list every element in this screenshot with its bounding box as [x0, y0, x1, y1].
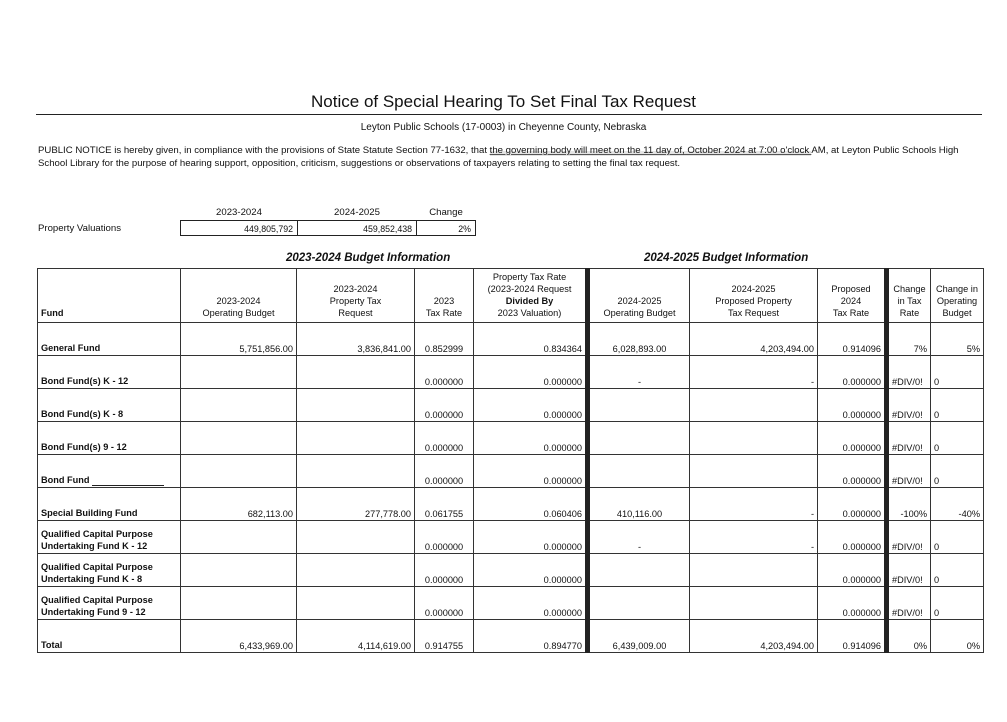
- tax-rate-2023-cell: 0.000000: [415, 422, 474, 455]
- operating-budget-2023-cell: [181, 422, 297, 455]
- table-row: [38, 488, 984, 521]
- change-operating-budget-cell: 0: [931, 554, 984, 587]
- proposed-tax-rate-cell: 0.000000: [818, 488, 887, 521]
- notice-part-2: AM, at Leyton Public Schools High School Library for the purpose of hearing support, opposition, criticism, suggestions or observations of taxpayers relating to setting the final tax request.: [38, 145, 959, 169]
- header-operating-budget-2023: 2023-2024 Operating Budget: [181, 269, 297, 323]
- proposed-tax-request-2024-cell: [690, 587, 818, 620]
- change-tax-rate-cell: 0%: [887, 620, 931, 653]
- proposed-tax-request-2024-cell: [690, 389, 818, 422]
- notice-part-1: PUBLIC NOTICE is hereby given, in compliance with the provisions of State Statute Section 77-1632, that: [38, 145, 490, 156]
- property-tax-request-2023-cell: [297, 455, 415, 488]
- section-heading-2023: 2023-2024 Budget Information: [286, 252, 451, 264]
- operating-budget-2024-cell: -: [588, 356, 690, 389]
- valuation-header-2024: 2024-2025: [334, 207, 380, 218]
- header-property-tax-rate: Property Tax Rate (2023-2024 Request Divided By 2023 Valuation): [474, 269, 588, 323]
- change-tax-rate-cell: #DIV/0!: [887, 389, 931, 422]
- change-operating-budget-cell: -40%: [931, 488, 984, 521]
- operating-budget-2023-cell: 6,433,969.00: [181, 620, 297, 653]
- proposed-tax-rate-cell: 0.000000: [818, 521, 887, 554]
- operating-budget-2024-cell: [588, 422, 690, 455]
- change-operating-budget-cell: 0%: [931, 620, 984, 653]
- valuation-label: Property Valuations: [38, 223, 122, 234]
- operating-budget-2023-cell: 5,751,856.00: [181, 323, 297, 356]
- budget-table: [37, 268, 984, 653]
- change-operating-budget-cell: 0: [931, 521, 984, 554]
- fund-name-cell: Special Building Fund: [38, 488, 181, 521]
- fund-name-cell: General Fund: [38, 323, 181, 356]
- property-tax-request-2023-cell: [297, 389, 415, 422]
- proposed-tax-rate-cell: 0.000000: [818, 389, 887, 422]
- public-notice-text: [38, 144, 978, 170]
- property-tax-rate-cell: 0.834364: [474, 323, 588, 356]
- valuation-change: 2%: [416, 220, 476, 236]
- fund-name-cell: Qualified Capital Purpose Undertaking Fund 9 - 12: [38, 587, 181, 620]
- fund-name-cell: Bond Fund(s) K - 8: [38, 389, 181, 422]
- operating-budget-2024-cell: 6,028,893.00: [588, 323, 690, 356]
- property-tax-request-2023-cell: [297, 587, 415, 620]
- change-tax-rate-cell: #DIV/0!: [887, 356, 931, 389]
- fund-name-cell: Qualified Capital Purpose Undertaking Fund K - 8: [38, 554, 181, 587]
- valuation-header-change: Change: [429, 207, 463, 218]
- header-fund: Fund: [38, 269, 181, 323]
- tax-rate-2023-cell: 0.000000: [415, 554, 474, 587]
- operating-budget-2024-cell: [588, 587, 690, 620]
- change-operating-budget-cell: 0: [931, 587, 984, 620]
- proposed-tax-rate-cell: 0.000000: [818, 587, 887, 620]
- change-operating-budget-cell: 0: [931, 455, 984, 488]
- operating-budget-2023-cell: 682,113.00: [181, 488, 297, 521]
- tax-rate-2023-cell: 0.000000: [415, 455, 474, 488]
- proposed-tax-request-2024-cell: 4,203,494.00: [690, 323, 818, 356]
- property-tax-request-2023-cell: [297, 422, 415, 455]
- change-tax-rate-cell: 7%: [887, 323, 931, 356]
- proposed-tax-request-2024-cell: -: [690, 356, 818, 389]
- page-title: Notice of Special Hearing To Set Final Tax Request: [311, 92, 696, 111]
- table-row: [38, 389, 984, 422]
- change-operating-budget-cell: 5%: [931, 323, 984, 356]
- change-operating-budget-cell: 0: [931, 422, 984, 455]
- proposed-tax-request-2024-cell: [690, 455, 818, 488]
- change-tax-rate-cell: #DIV/0!: [887, 455, 931, 488]
- property-tax-request-2023-cell: 4,114,619.00: [297, 620, 415, 653]
- table-row: [38, 587, 984, 620]
- change-tax-rate-cell: #DIV/0!: [887, 587, 931, 620]
- fund-name-cell: Bond Fund(s) 9 - 12: [38, 422, 181, 455]
- property-tax-rate-cell: 0.000000: [474, 356, 588, 389]
- property-tax-rate-cell: 0.000000: [474, 521, 588, 554]
- notice-highlight: the governing body will meet on the 11 day of, October 2024 at 7:00 o'clock: [489, 145, 812, 156]
- tax-rate-2023-cell: 0.914755: [415, 620, 474, 653]
- operating-budget-2024-cell: [588, 455, 690, 488]
- proposed-tax-request-2024-cell: 4,203,494.00: [690, 620, 818, 653]
- table-row: [38, 554, 984, 587]
- header-tax-rate-2023: 2023 Tax Rate: [415, 269, 474, 323]
- header-change-operating-budget: Change in Operating Budget: [931, 269, 984, 323]
- operating-budget-2024-cell: 410,116.00: [588, 488, 690, 521]
- table-row: [38, 620, 984, 653]
- page-subtitle: Leyton Public Schools (17-0003) in Cheyenne County, Nebraska: [360, 122, 647, 133]
- valuation-2024: 459,852,438: [297, 220, 417, 236]
- operating-budget-2024-cell: [588, 554, 690, 587]
- change-tax-rate-cell: -100%: [887, 488, 931, 521]
- proposed-tax-request-2024-cell: [690, 554, 818, 587]
- valuation-header-2023: 2023-2024: [216, 207, 262, 218]
- proposed-tax-request-2024-cell: -: [690, 521, 818, 554]
- tax-rate-2023-cell: 0.000000: [415, 521, 474, 554]
- operating-budget-2023-cell: [181, 587, 297, 620]
- operating-budget-2024-cell: 6,439,009.00: [588, 620, 690, 653]
- operating-budget-2023-cell: [181, 554, 297, 587]
- property-tax-rate-cell: 0.060406: [474, 488, 588, 521]
- proposed-tax-rate-cell: 0.000000: [818, 455, 887, 488]
- proposed-tax-request-2024-cell: -: [690, 488, 818, 521]
- operating-budget-2023-cell: [181, 455, 297, 488]
- operating-budget-2023-cell: [181, 389, 297, 422]
- tax-rate-2023-cell: 0.852999: [415, 323, 474, 356]
- proposed-tax-rate-cell: 0.914096: [818, 620, 887, 653]
- tax-rate-2023-cell: 0.061755: [415, 488, 474, 521]
- proposed-tax-request-2024-cell: [690, 422, 818, 455]
- property-tax-rate-cell: 0.000000: [474, 455, 588, 488]
- fund-name-blank-line: [92, 477, 164, 486]
- change-tax-rate-cell: #DIV/0!: [887, 422, 931, 455]
- property-tax-rate-cell: 0.894770: [474, 620, 588, 653]
- proposed-tax-rate-cell: 0.000000: [818, 554, 887, 587]
- operating-budget-2023-cell: [181, 521, 297, 554]
- proposed-tax-rate-cell: 0.000000: [818, 356, 887, 389]
- operating-budget-2024-cell: [588, 389, 690, 422]
- tax-rate-2023-cell: 0.000000: [415, 356, 474, 389]
- header-proposed-tax-rate: Proposed 2024 Tax Rate: [818, 269, 887, 323]
- property-tax-rate-cell: 0.000000: [474, 422, 588, 455]
- property-tax-rate-cell: 0.000000: [474, 554, 588, 587]
- property-tax-request-2023-cell: 3,836,841.00: [297, 323, 415, 356]
- property-tax-request-2023-cell: [297, 356, 415, 389]
- change-operating-budget-cell: 0: [931, 356, 984, 389]
- fund-name-cell: Bond Fund: [38, 455, 181, 488]
- title-divider: [36, 114, 982, 115]
- valuation-2023: 449,805,792: [180, 220, 298, 236]
- property-tax-request-2023-cell: [297, 521, 415, 554]
- tax-rate-2023-cell: 0.000000: [415, 389, 474, 422]
- property-tax-request-2023-cell: 277,778.00: [297, 488, 415, 521]
- fund-name-cell: Total: [38, 620, 181, 653]
- proposed-tax-rate-cell: 0.914096: [818, 323, 887, 356]
- fund-name-cell: Bond Fund(s) K - 12: [38, 356, 181, 389]
- property-tax-rate-cell: 0.000000: [474, 389, 588, 422]
- tax-rate-2023-cell: 0.000000: [415, 587, 474, 620]
- change-tax-rate-cell: #DIV/0!: [887, 521, 931, 554]
- table-row: [38, 455, 984, 488]
- header-property-tax-request-2023: 2023-2024 Property Tax Request: [297, 269, 415, 323]
- change-tax-rate-cell: #DIV/0!: [887, 554, 931, 587]
- table-header-row: [38, 269, 984, 323]
- fund-name-cell: Qualified Capital Purpose Undertaking Fund K - 12: [38, 521, 181, 554]
- proposed-tax-rate-cell: 0.000000: [818, 422, 887, 455]
- table-row: [38, 356, 984, 389]
- table-row: [38, 521, 984, 554]
- header-operating-budget-2024: 2024-2025 Operating Budget: [588, 269, 690, 323]
- header-change-tax-rate: Change in Tax Rate: [887, 269, 931, 323]
- property-tax-rate-cell: 0.000000: [474, 587, 588, 620]
- operating-budget-2023-cell: [181, 356, 297, 389]
- section-heading-2024: 2024-2025 Budget Information: [644, 252, 809, 264]
- table-row: [38, 422, 984, 455]
- change-operating-budget-cell: 0: [931, 389, 984, 422]
- table-row: [38, 323, 984, 356]
- operating-budget-2024-cell: -: [588, 521, 690, 554]
- property-tax-request-2023-cell: [297, 554, 415, 587]
- header-proposed-tax-request-2024: 2024-2025 Proposed Property Tax Request: [690, 269, 818, 323]
